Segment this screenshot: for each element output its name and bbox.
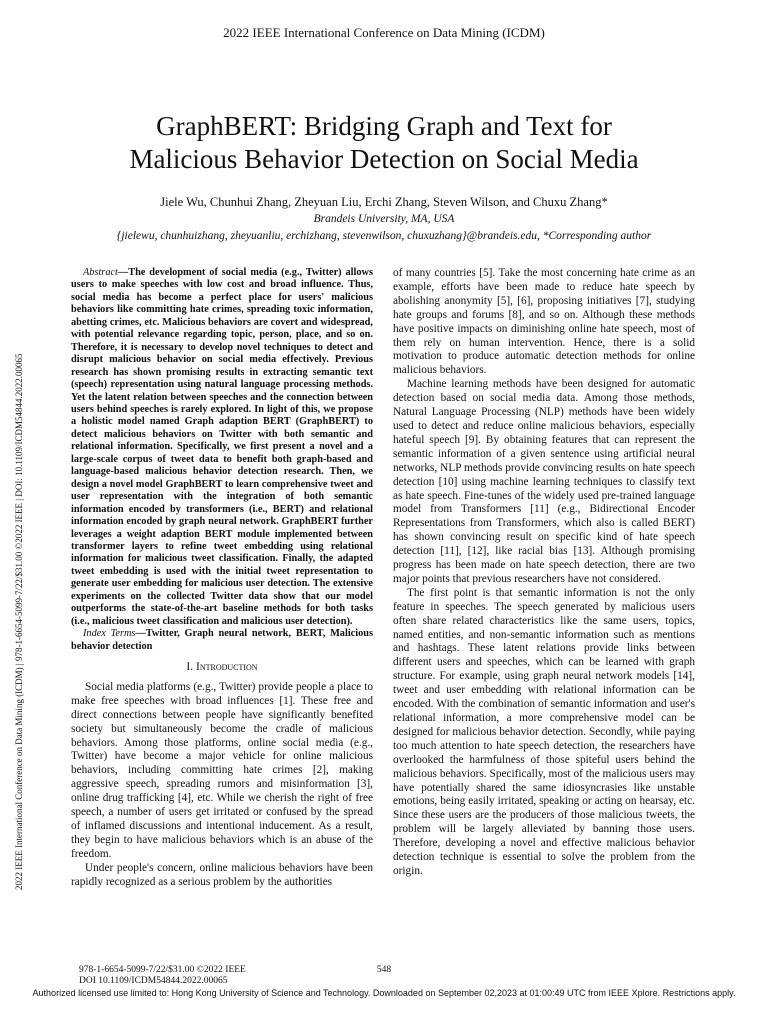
abstract-label: Abstract [83,267,118,278]
title-line-1: GraphBERT: Bridging Graph and Text for [156,111,612,141]
title-line-2: Malicious Behavior Detection on Social Media [129,144,639,174]
footer-isbn: 978-1-6654-5099-7/22/$31.00 ©2022 IEEE [79,965,246,975]
side-margin-note: 2022 IEEE International Conference on Data Mining (ICDM) | 978-1-6654-5099-7/22/$31.00 ©2022 IEEE | DOI: 10.1109/ICDM54844.2022.00065 [14,353,24,890]
intro-paragraph-1: Social media platforms (e.g., Twitter) provide people a place to make free speeches with broad influences [1]. These free and direct connections between people have significantly benefited society but simultaneously become the cradle of malicious behaviors. Among those platforms, online social media (e.g., Twitter) have become a major vehicle for online malicious behaviors, including committing hate crimes [2], making aggressive speech, spreading rumors and misinformation [3], online drug trafficking [4], etc. While we cherish the right of free speech, a number of users get irritated or confused by the spread of inflamed discussions and intentional inducement. As a result, they begin to have malicious behaviors which is an abuse of the freedom. [71,680,373,860]
footer-doi: DOI 10.1109/ICDM54844.2022.00065 [79,976,228,986]
page-number: 548 [376,965,392,975]
affiliation: Brandeis University, MA, USA [313,213,455,225]
right-column [393,267,695,879]
author-list: Jiele Wu, Chunhui Zhang, Zheyuan Liu, Erchi Zhang, Steven Wilson, and Chuxu Zhang* [160,195,608,209]
right-paragraph-1: of many countries [5]. Take the most concerning hate crime as an example, efforts have been made to reduce hate speech by abolishing anonymity [5], [6], proposing initiatives [7], studying hate groups and forums [8], and so on. Although these methods have positive impacts on diminishing online hate speech, most of them rely on human intervention. Hence, there is a solid motivation to produce automatic detection methods for online malicious behaviors. [393,267,695,377]
index-terms-text: —Twitter, Graph neural network, BERT, Malicious behavior detection [71,628,373,652]
section-heading-introduction: I. Introduction [186,661,258,674]
left-column [71,267,373,890]
abstract [71,267,373,653]
index-terms-label: Index Terms [83,628,136,640]
conference-header: 2022 IEEE International Conference on Data Mining (ICDM) [223,25,545,40]
license-notice: Authorized licensed use limited to: Hong Kong University of Science and Technology. Downloaded on September 02,2023 at 01:00:49 UTC from IEEE Xplore. Restrictions apply. [32,988,736,998]
right-paragraph-3: The first point is that semantic information is not the only feature in speeches. The speech generated by malicious users often share related characteristics like the same users, topics, named entities, and non-semantic information such as mentions and hashtags. These latent relations provide links between different users and speeches, which can be learned with graph structure. For example, using graph neural network models [14], tweet and user embedding with relational information can be encoded. With the combination of semantic information and user's relational information, a more comprehensive model can be designed for malicious behavior detection. Secondly, while paying too much attention to hate speech detection, the researchers have overlooked the harmfulness of those spiteful users behind the malicious behaviors. Specifically, most of the malicious users may have potentially shared the same idiosyncrasies like unstable emotions, being easily irritated, speaking or acting on hearsay, etc. Since these users are the producers of those malicious tweets, the problem will be largely alleviated by banning those users. Therefore, developing a novel and effective malicious behavior detection technique is essential to solve the problem from the origin. [393,586,695,877]
author-emails: {jielewu, chunhuizhang, zheyuanliu, erchizhang, stevenwilson, chuxuzhang}@brandeis.edu, *Corresponding author [116,230,652,242]
abstract-text: —The development of social media (e.g., Twitter) allows users to make speeches with low cost and broad influence. Thus, social media has become a perfect place for users' malicious behaviors like committing hate crimes, spreading toxic information, abetting crimes, etc. Malicious behaviors are covert and widespread, with potential relevance regarding topic, person, place, and so on. Therefore, it is necessary to develop novel techniques to detect and disrupt malicious behavior on social media effectively. Previous research has shown promising results in extracting semantic text (speech) representation using natural language processing methods. Yet the latent relation between speeches and the connection between users behind speeches is rarely explored. In light of this, we propose a holistic model named Graph adaption BERT (GraphBERT) to detect malicious behaviors on Twitter with both semantic and relational information. Specifically, we first present a novel and a large-scale corpus of tweet data to benefit both graph-based and language-based malicious behavior detection research. Then, we design a novel model GraphBERT to learn comprehensive tweet and user representation with the integration of both semantic information encoded by transformers (i.e., BERT) and relational information encoded by graph neural network. GraphBERT further leverages a weight adaption BERT module implemented between transformer layers to refine tweet embedding using relational information for malicious tweet classification. Finally, the adapted tweet embedding is used with the initial tweet representation to generate user embedding for malicious user detection. The extensive experiments on the collected Twitter data show that our model outperforms the state-of-the-art baseline methods for both tasks (i.e., malicious tweet classification and malicious user detection). [71,267,373,627]
intro-paragraph-2: Under people's concern, online malicious behaviors have been rapidly recognized as a serious problem by the authorities [71,861,373,888]
paper-title [60,110,708,176]
right-paragraph-2: Machine learning methods have been designed for automatic detection based on social media data. Among those methods, Natural Language Processing (NLP) methods have been widely used to detect and reduce online malicious behaviors, especially hateful speech [9]. By obtaining features that can represent the semantic information of a given sentence using artificial neural networks, NLP methods provide convincing results on hate speech detection [10] using machine learning techniques to classify text as hate speech. Fine-tunes of the widely used pre-trained language model from Transformers [11] (e.g., Bidirectional Encoder Representations from Transformers, which also is called BERT) has shown convincing result on specific kind of hate speech detection [11], [12], like racial bias [13]. Although promising progress has been made on hate speech detection, there are two major points that previous researchers have not considered. [393,378,695,585]
